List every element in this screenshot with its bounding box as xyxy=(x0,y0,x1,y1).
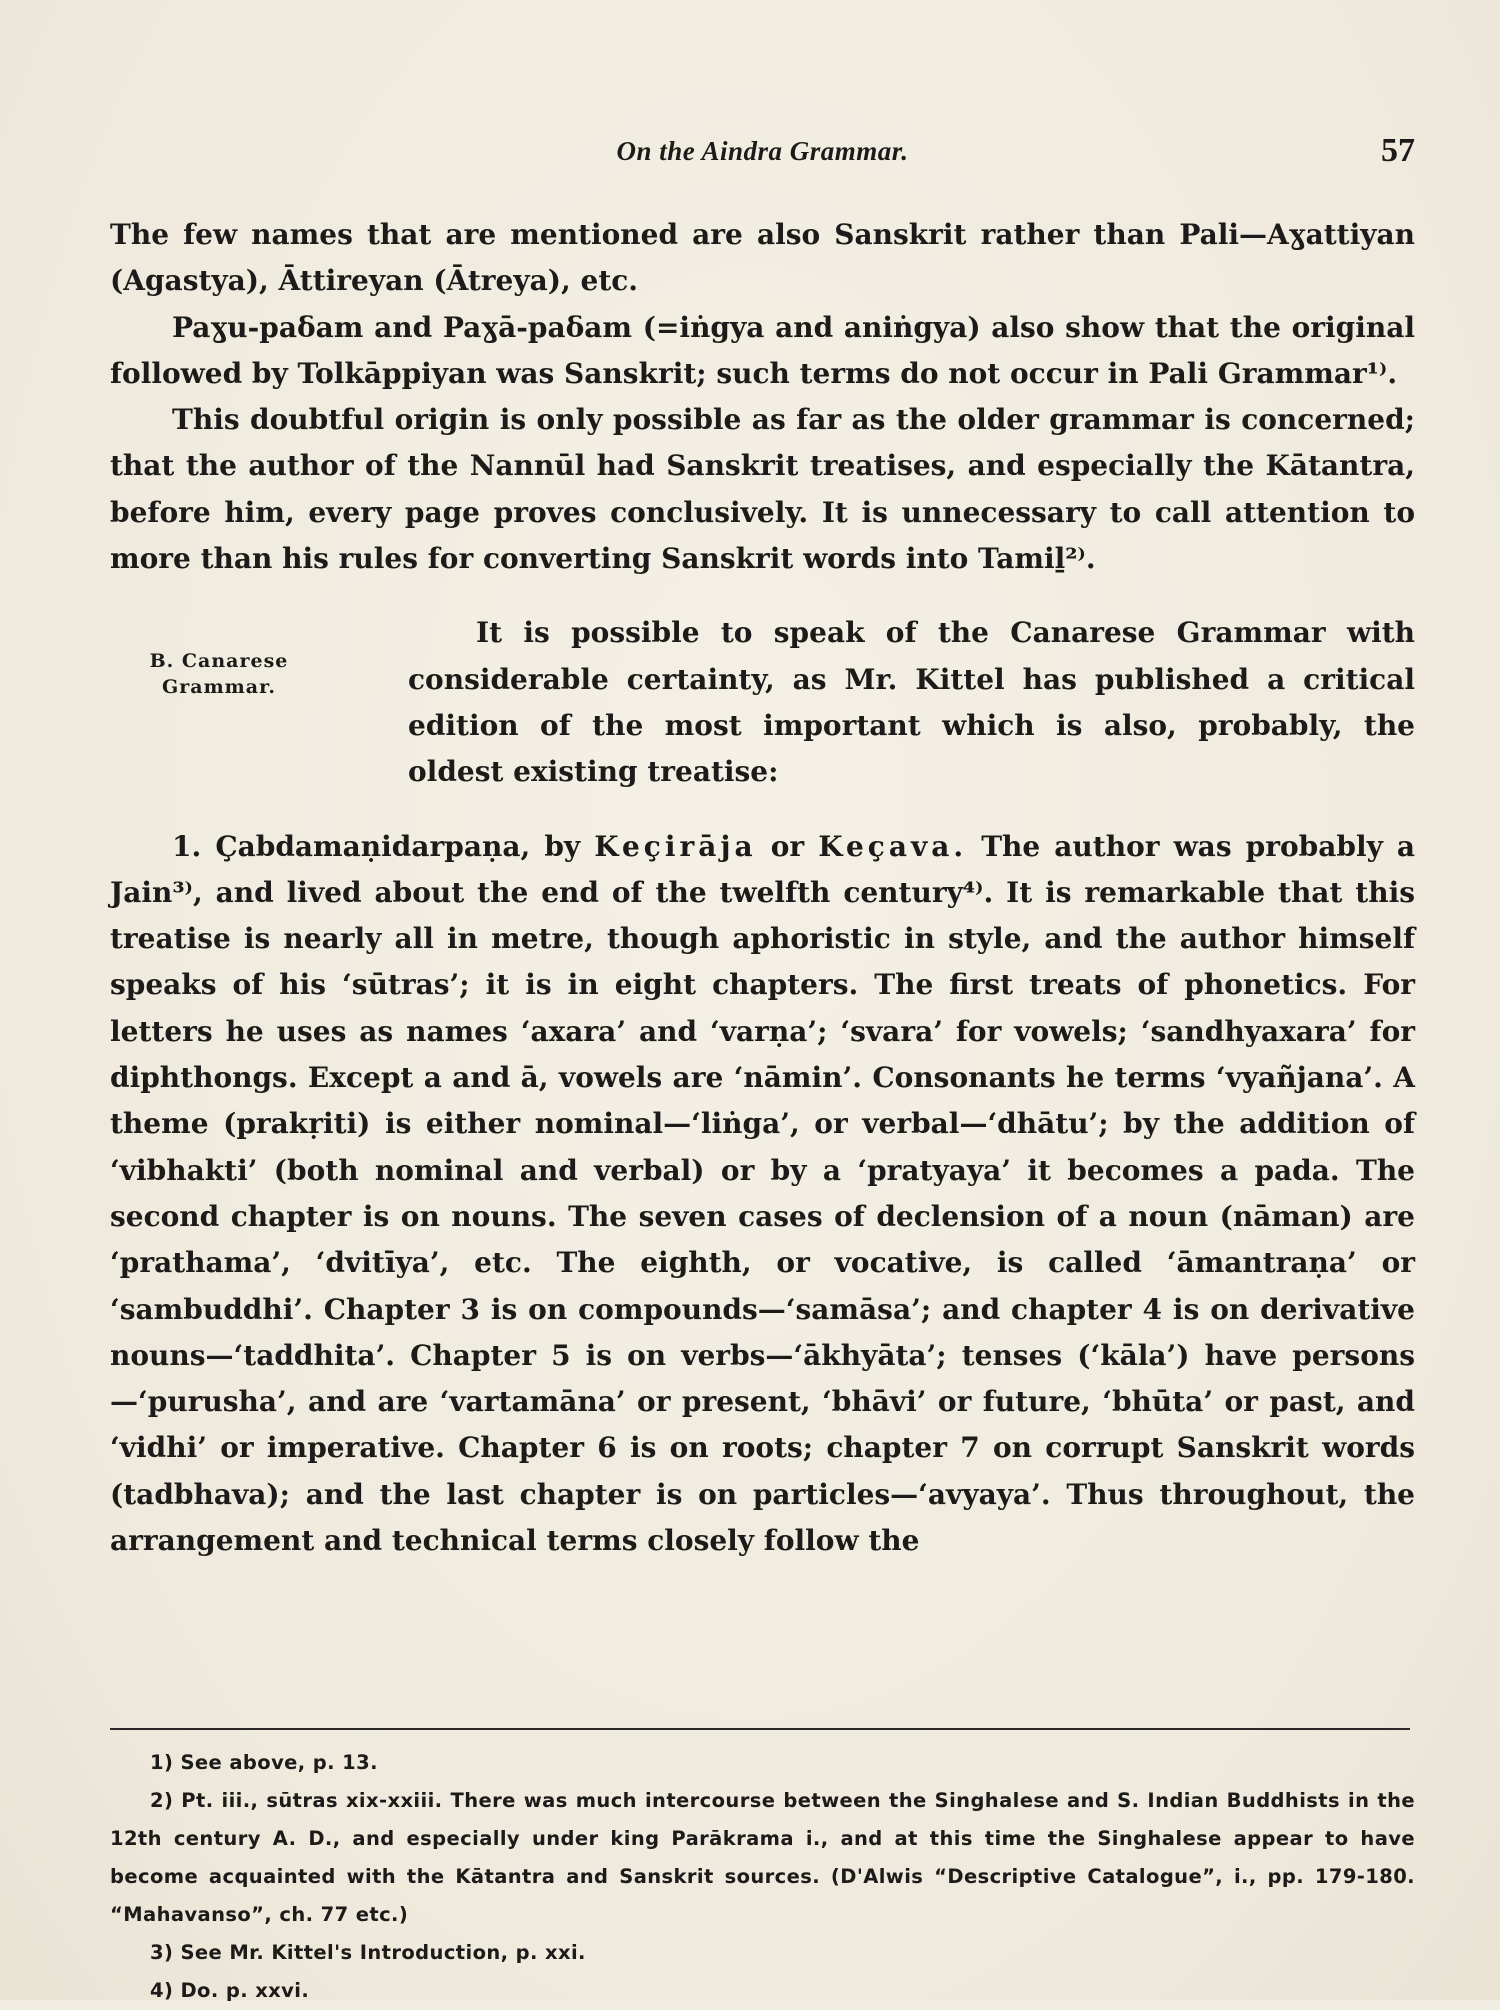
paragraph-5-text: The author was probably a Jain³⁾, and lived about the end of the twelfth century⁴⁾. It is remarkable that this treatise is nearly all in metre, though aphoristic in style, and the author himself speaks of his ‘sūtras’; it is in eight chapters. The first treats of phonetics. For letters he uses as names ‘axara’ and ‘varṇa’; ‘svara’ for vowels; ‘sandhyaxara’ for diphthongs. Except a and ā, vowels are ‘nāmin’. Consonants he terms ‘vyañjana’. A theme (prakṛiti) is either nominal—‘liṅga’, or verbal—‘dhātu’; by the addition of ‘vibhakti’ (both nominal and verbal) or by a ‘pratyaya’ it becomes a pada. The second chapter is on nouns. The seven cases of declension of a noun (nāman) are ‘prathama’, ‘dvitīya’, etc. The eighth, or vocative, is called ‘āmantraṇa’ or ‘sambuddhi’. Chapter 3 is on compounds—‘samāsa’; and chapter 4 is on derivative nouns—‘taddhita’. Chapter 5 is on verbs—‘ākhyāta’; tenses (‘kāla’) have persons—‘purusha’, and are ‘vartamāna’ or present, ‘bhāvi’ or future, ‘bhūta’ or past, and ‘vidhi’ or imperative. Chapter 6 is on roots; chapter 7 on corrupt Sanskrit words (tadbhava); and the last chapter is on particles—‘avyaya’. Thus throughout, the arrangement and technical terms closely follow the xyxy=(110,829,1416,1558)
footnote-rule xyxy=(110,1728,1410,1730)
paragraph-2: Paɣu-paδam and Paɣā-paδam (=iṅgya and aniṅgya) also show that the original followed by Tolkāppiyan was Sanskrit; such terms do not occur in Pali Grammar¹⁾. xyxy=(110,310,1415,390)
side-heading: B. Canarese Grammar. xyxy=(149,650,289,699)
footnote-3: 3) See Mr. Kittel's Introduction, p. xxi. xyxy=(150,1941,586,1964)
list-number: 1. xyxy=(172,829,202,863)
word-or: or xyxy=(770,829,805,863)
word-by: by xyxy=(544,829,581,863)
footnote-4: 4) Do. p. xxvi. xyxy=(150,1979,310,2002)
paragraph-4-text: It is possible to speak of the Canarese Grammar with considerable certainty, as Mr. Kittel has published a critical edition of the most important which is also, probably, the oldest existing treatise: xyxy=(408,616,1415,789)
canarese-section xyxy=(110,610,1415,795)
paragraph-4-side xyxy=(408,610,1415,795)
treatise-title: Çabdamaṇidarpaṇa, xyxy=(215,829,531,863)
paragraph-1: The few names that are mentioned are also Sanskrit rather than Pali—Aɣattiyan (Agastya), Āttireyan (Ātreya), etc. xyxy=(110,218,1415,298)
paragraph-3: This doubtful origin is only possible as far as the older grammar is concerned; that the author of the Nannūl had Sanskrit treatises, and especially the Kātantra, before him, every page proves conclusively. It is unnecessary to call attention to more than his rules for converting Sanskrit words into Tamiḻ²⁾. xyxy=(110,403,1415,576)
body-text xyxy=(110,212,1415,1564)
running-title: On the Aindra Grammar. xyxy=(616,136,909,166)
paragraph-5 xyxy=(110,824,1415,1565)
page-number: 57 xyxy=(1381,132,1415,169)
footnotes xyxy=(110,1744,1415,2010)
author-name-1: Keçirāja xyxy=(594,829,757,863)
footnote-1: 1) See above, p. 13. xyxy=(150,1751,378,1774)
author-name-2: Keçava. xyxy=(818,829,968,863)
running-head xyxy=(110,132,1415,176)
footnote-2: 2) Pt. iii., sūtras xix-xxiii. There was much intercourse between the Singhalese and S. Indian Buddhists in the 12th century A. D., and especially under king Parākrama i., and at this time the Singhalese appear to have become acquainted with the Kātantra and Sanskrit sources. (D'Alwis “Descriptive Catalogue”, i., pp. 179-180. “Mahavanso”, ch. 77 etc.) xyxy=(110,1789,1415,1926)
